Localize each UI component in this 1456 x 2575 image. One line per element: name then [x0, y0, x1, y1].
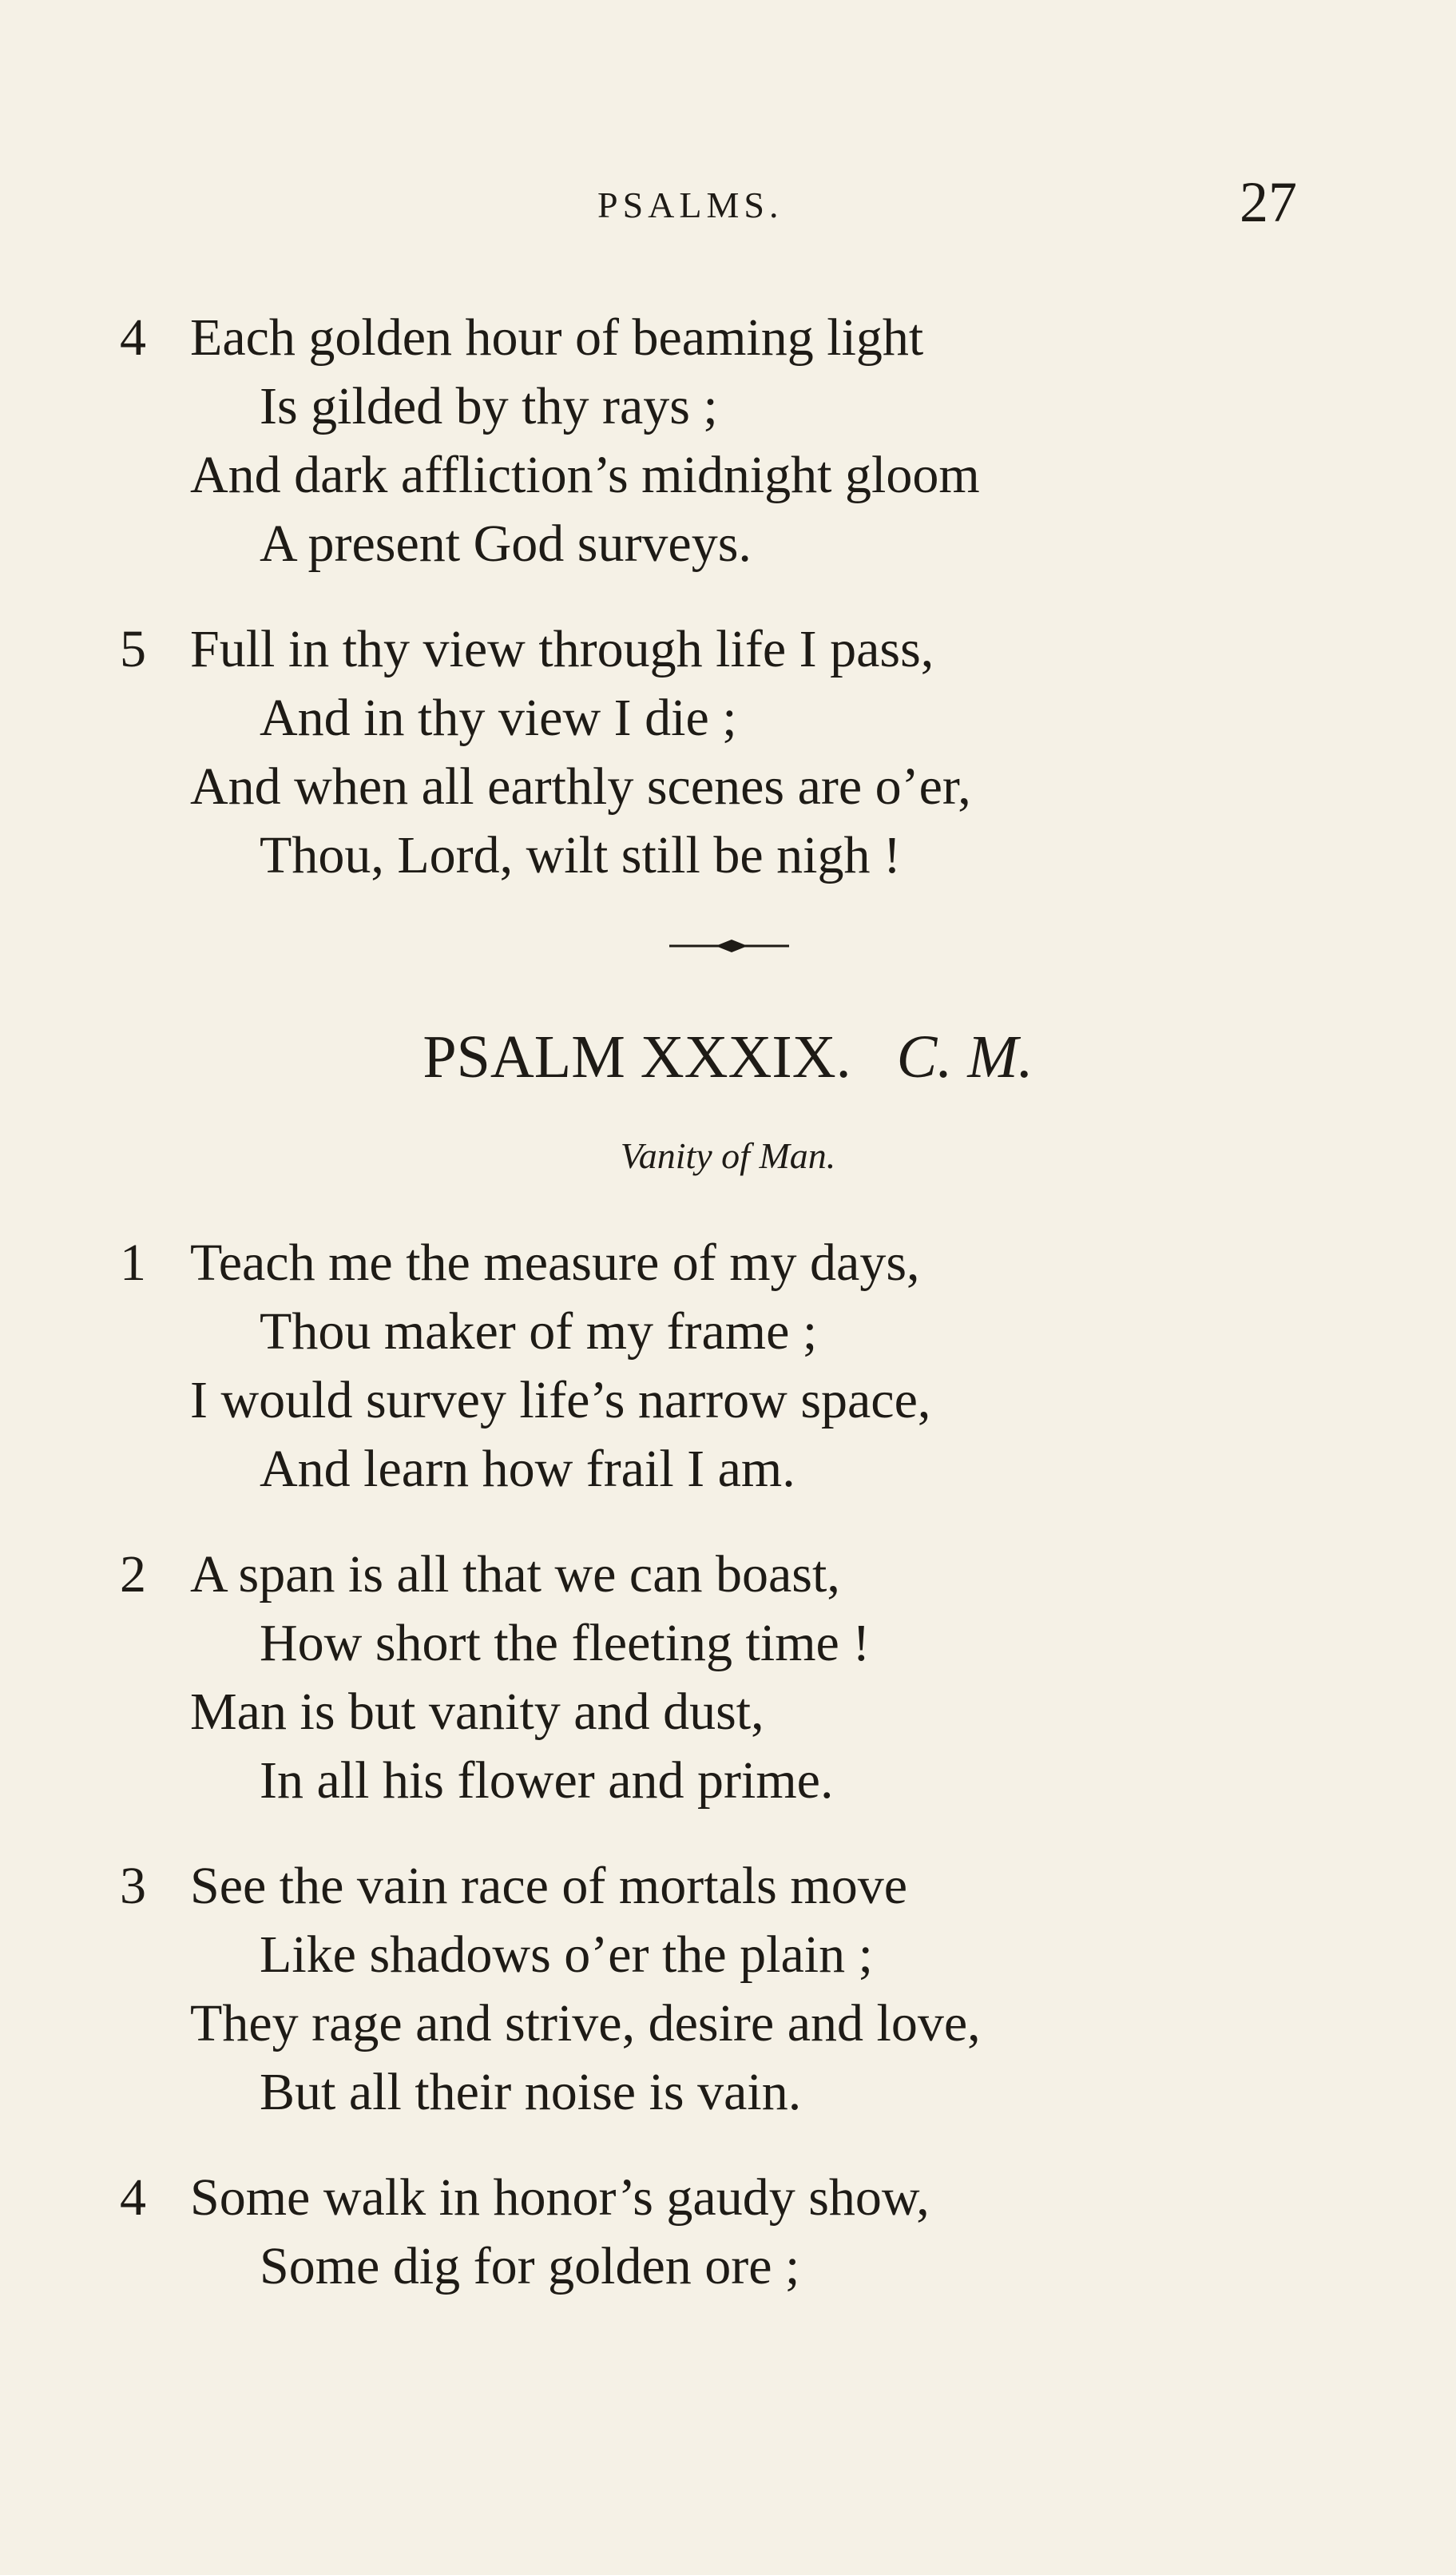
verse-line: A present God surveys.: [260, 515, 752, 573]
verse-line: And when all earthly scenes are o’er,: [190, 757, 971, 816]
running-head: [0, 170, 1456, 234]
verse-line: Thou, Lord, wilt still be nigh !: [260, 826, 901, 884]
stanza-number: 1: [120, 1234, 146, 1292]
ornament-divider-icon: [669, 936, 789, 956]
psalm-subtitle: Vanity of Man.: [620, 1135, 836, 1176]
verse-line: Teach me the measure of my days,: [190, 1234, 920, 1292]
stanza-number: 4: [120, 308, 146, 367]
verse-line: A span is all that we can boast,: [190, 1545, 840, 1603]
verse-line: But all their noise is vain.: [260, 2063, 802, 2121]
verse-line: Like shadows o’er the plain ;: [260, 1925, 873, 1984]
running-title: PSALMS.: [597, 185, 784, 225]
verse-line: How short the fleeting time !: [260, 1614, 871, 1672]
page-number: 27: [1240, 170, 1297, 234]
verse-line: And in thy view I die ;: [260, 689, 737, 747]
verse-line: They rage and strive, desire and love,: [190, 1994, 981, 2052]
verse-line: Each golden hour of beaming light: [190, 308, 924, 367]
stanza-number: 3: [120, 1857, 146, 1915]
verse-line: Full in thy view through life I pass,: [190, 620, 934, 678]
psalm-meter: C. M.: [896, 1023, 1033, 1091]
verse-line: I would survey life’s narrow space,: [190, 1371, 931, 1429]
stanza-number: 2: [120, 1545, 146, 1603]
stanza-number: 4: [120, 2168, 146, 2227]
verse-line: And learn how frail I am.: [260, 1440, 795, 1498]
verse-line: Man is but vanity and dust,: [190, 1683, 764, 1741]
verse-line: Is gilded by thy rays ;: [260, 377, 718, 435]
psalm-heading: [0, 1023, 1456, 1092]
verse-line: See the vain race of mortals move: [190, 1857, 907, 1915]
verse-line: And dark affliction’s midnight gloom: [190, 446, 980, 504]
verse-line: In all his flower and prime.: [260, 1751, 834, 1810]
verse-line: Some dig for golden ore ;: [260, 2237, 800, 2295]
verse-line: Some walk in honor’s gaudy show,: [190, 2168, 930, 2227]
psalm-title: PSALM XXXIX.: [423, 1023, 851, 1091]
verse-line: Thou maker of my frame ;: [260, 1302, 818, 1361]
stanza-number: 5: [120, 620, 146, 678]
